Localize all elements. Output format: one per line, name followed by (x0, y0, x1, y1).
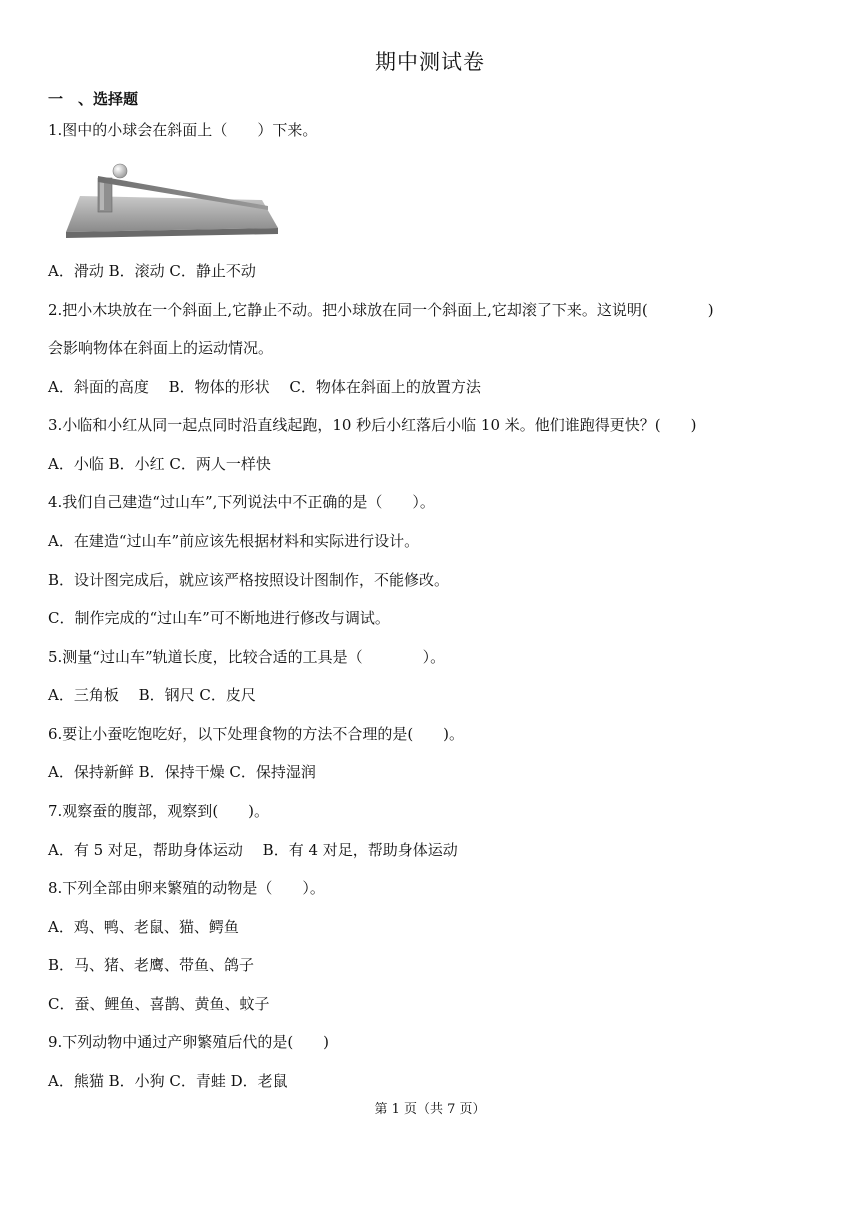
question-5: 5.测量“过山车”轨道长度，比较合适的工具是（ ）。 (48, 648, 446, 666)
question-8-option-c: C．蚕、鲤鱼、喜鹊、黄鱼、蚊子 (48, 995, 270, 1013)
question-7: 7.观察蚕的腹部，观察到( )。 (48, 802, 270, 820)
question-2-continued: 会影响物体在斜面上的运动情况。 (48, 339, 274, 357)
page-title: 期中测试卷 (375, 50, 485, 74)
question-9: 9.下列动物中通过产卵繁殖后代的是( ) (48, 1033, 330, 1051)
page-footer: 第 1 页（共 7 页） (374, 1102, 486, 1117)
question-8-option-b: B．马、猪、老鹰、带鱼、鸽子 (48, 956, 255, 974)
question-6: 6.要让小蚕吃饱吃好，以下处理食物的方法不合理的是( )。 (48, 725, 465, 743)
question-4-option-c: C．制作完成的“过山车”可不断地进行修改与调试。 (48, 609, 390, 627)
question-4-option-a: A．在建造“过山车”前应该先根据材料和实际进行设计。 (48, 532, 420, 550)
question-3-options: A．小临 B．小红 C．两人一样快 (48, 455, 271, 473)
question-8: 8.下列全部由卵来繁殖的动物是（ ）。 (48, 879, 325, 897)
question-1-options: A．滑动 B．滚动 C．静止不动 (48, 262, 256, 280)
question-1: 1.图中的小球会在斜面上（ ）下来。 (48, 121, 318, 139)
question-2: 2.把小木块放在一个斜面上,它静止不动。把小球放在同一个斜面上,它却滚了下来。这说明( ) (48, 301, 714, 319)
question-4: 4.我们自己建造“过山车”,下列说法中不正确的是（ ）。 (48, 493, 435, 511)
question-5-options: A．三角板 B．钢尺 C．皮尺 (48, 686, 256, 704)
ramp-ball-figure (62, 158, 282, 238)
question-4-option-b: B．设计图完成后，就应该严格按照设计图制作，不能修改。 (48, 571, 450, 589)
question-7-options: A．有 5 对足，帮助身体运动 B．有 4 对足，帮助身体运动 (48, 841, 458, 859)
question-2-options: A．斜面的高度 B．物体的形状 C．物体在斜面上的放置方法 (48, 378, 481, 396)
question-6-options: A．保持新鲜 B．保持干燥 C．保持湿润 (48, 763, 316, 781)
section-heading: 一 、选择题 (48, 90, 139, 108)
question-8-option-a: A．鸡、鸭、老鼠、猫、鳄鱼 (48, 918, 239, 936)
question-3: 3.小临和小红从同一起点同时沿直线起跑，10 秒后小红落后小临 10 米。他们谁跑得更快？( ) (48, 416, 697, 434)
question-9-options: A．熊猫 B．小狗 C．青蛙 D．老鼠 (48, 1072, 288, 1090)
